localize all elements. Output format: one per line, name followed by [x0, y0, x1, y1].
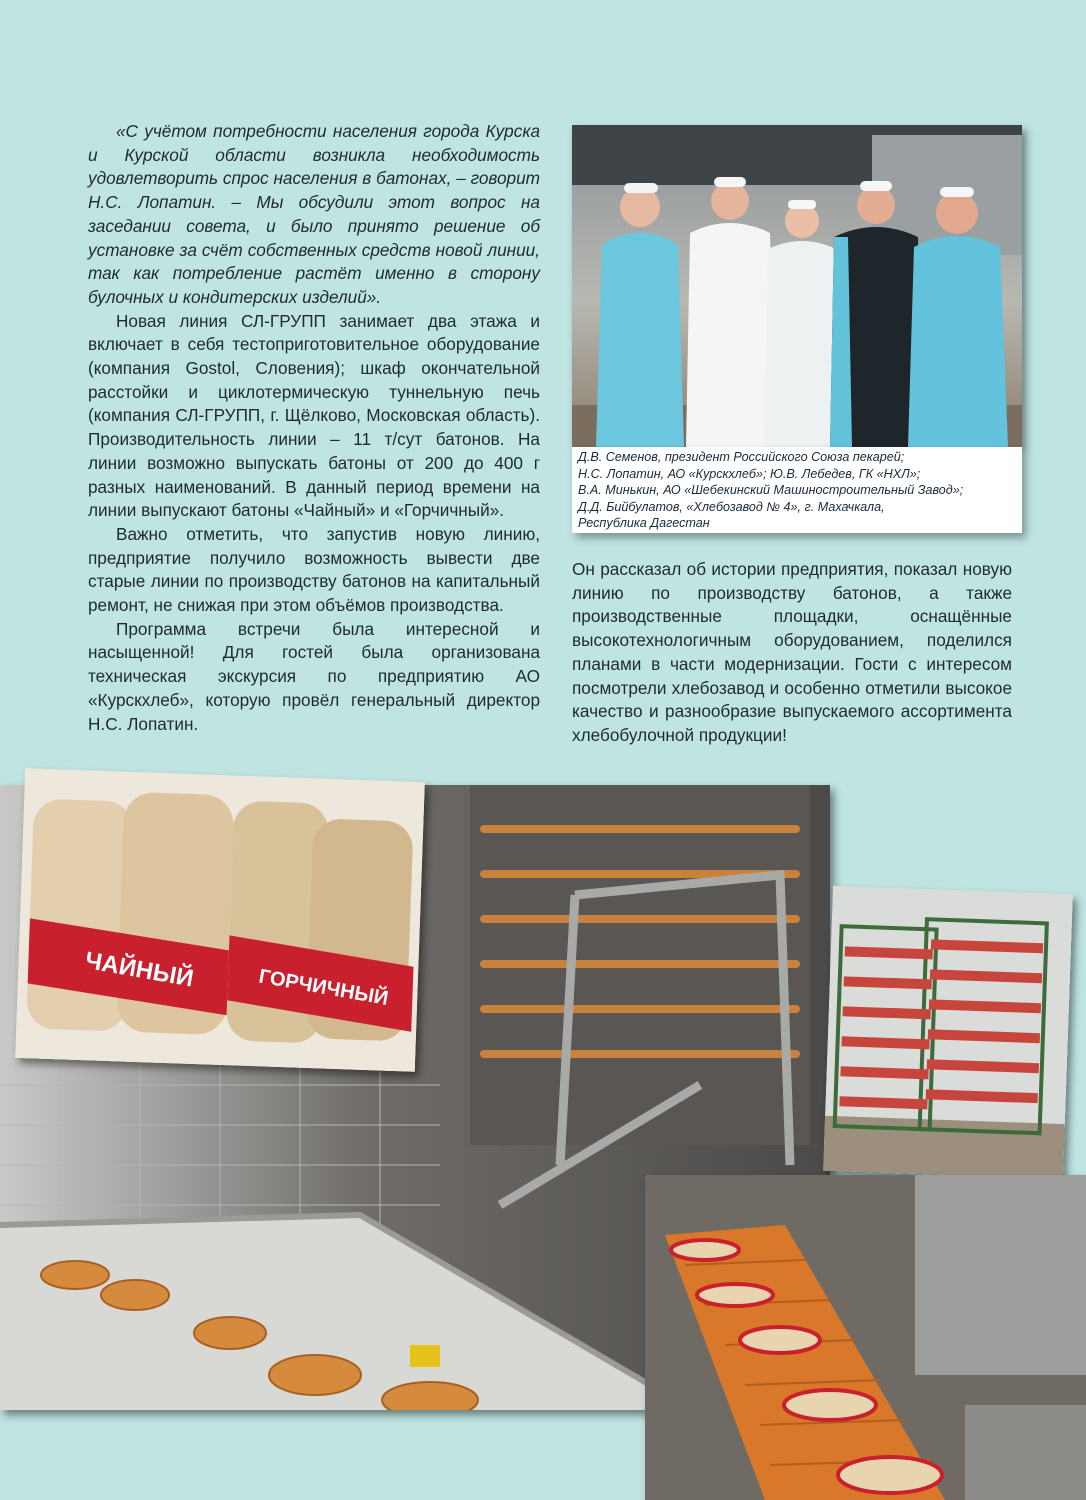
caption-line: Н.С. Лопатин, АО «Курскхлеб»; Ю.В. Лебедев, ГК «НХЛ»; — [578, 466, 921, 481]
caption-line: В.А. Минькин, АО «Шебекинский Машиностроительный Завод»; — [578, 483, 964, 498]
packaging-conveyor-photo — [645, 1175, 1086, 1500]
caption-line: Д.В. Семенов, президент Российского Союза пекарей; — [578, 450, 905, 464]
bread-package-left — [26, 788, 234, 1035]
bread-packages-photo — [15, 768, 425, 1072]
package-label-left: ЧАЙНЫЙ — [82, 946, 196, 993]
article-left-column — [88, 120, 540, 736]
package-label-right: ГОРЧИЧНЫЙ — [257, 965, 390, 1010]
group-photo-caption — [572, 447, 1022, 533]
caption-line: Д.Д. Бийбулатов, «Хлебозавод № 4», г. Махачкала, — [578, 499, 885, 514]
article-paragraph-continuation: Он рассказал об истории предприятия, показал новую линию по производству батонов, а также производственные площадки, оснащённые высокотехнологичным оборудованием, поделился планами в части модернизации. Гости с интересом посмотрели хлебозавод и особенно отметили высокое качество и разнообразие выпускаемого ассортимента хлебобулочной продукции! — [572, 559, 1012, 745]
article-paragraph-renovation: Важно отметить, что запустив новую линию, предприятие получило возможность вывести две старые линии по производству батонов на капитальный ремонт, не снижая при этом объёмов производства. — [88, 523, 540, 616]
article-right-column — [572, 558, 1012, 748]
article-paragraph-tour: Программа встречи была интересной и насыщенной! Для гостей была организована техническая экскурсия по предприятию АО «Курскхлеб», которую провёл генеральный директор Н.С. Лопатин. — [88, 618, 540, 734]
caption-line: Республика Дагестан — [578, 516, 710, 531]
group-photo — [572, 125, 1022, 447]
article-paragraph-quote: «С учётом потребности населения города Курска и Курской области возникла необходимость удовлетворить спрос населения в батонах, – говорит Н.С. Лопатин. – Мы обсудили этот вопрос на заседании совета, и было принято решение об установке за счёт собственных средств новой линии, так как потребление растёт именно в сторону булочных и кондитерских изделий». — [88, 121, 540, 307]
article-paragraph-line: Новая линия СЛ-ГРУПП занимает два этажа и включает в себя тестоприготовительное оборудование (компания Gostol, Словения); шкаф окончательной расстойки и циклотермическую туннельную печь (компания СЛ-ГРУПП, г. Щёлково, Московская область). Производительность линии – 11 т/сут батонов. На линии возможно выпускать батоны от 200 до 400 г разных наименований. В данный период времени на линии выпускают батоны «Чайный» и «Горчичный». — [88, 310, 540, 521]
bread-package-right — [226, 800, 419, 1046]
bread-racks-photo — [823, 886, 1073, 1179]
